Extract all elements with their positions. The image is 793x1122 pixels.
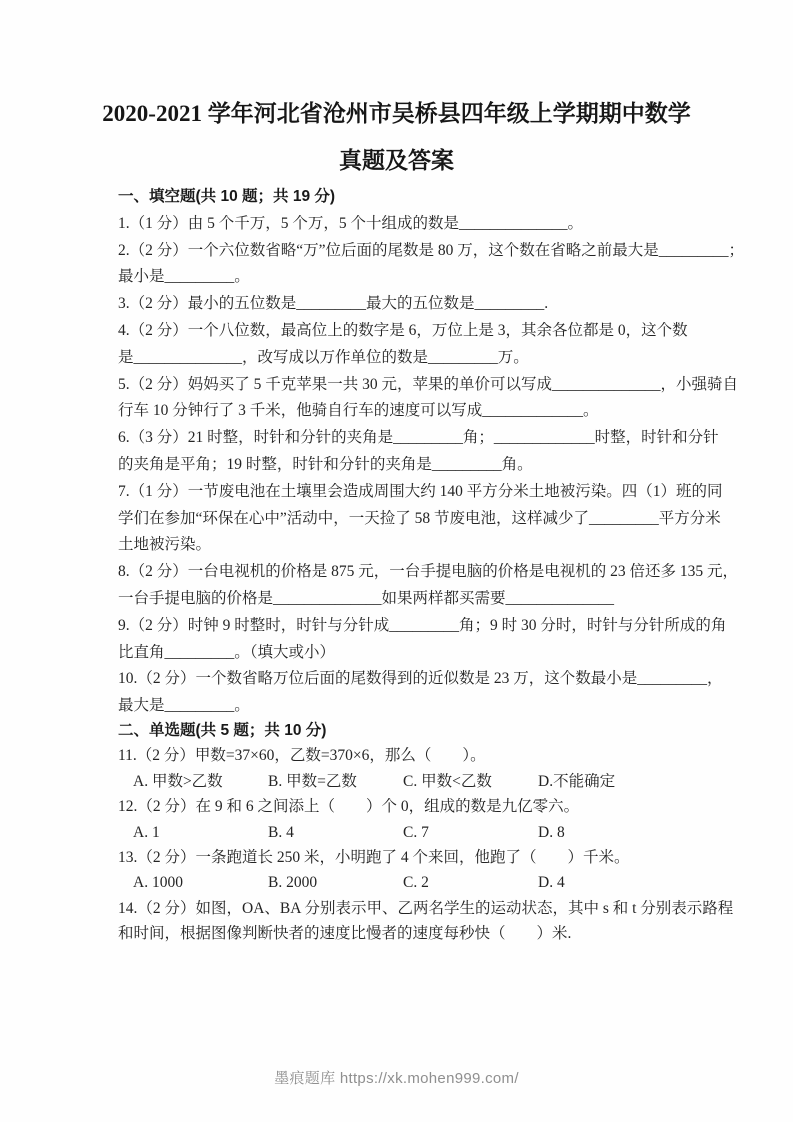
question-4 <box>118 318 688 372</box>
option-b: B. 甲数=乙数 <box>268 772 357 790</box>
question-line: 最大是_________。 <box>118 697 250 715</box>
section-2-heading: 二、单选题(共 5 题；共 10 分) <box>118 722 327 739</box>
option-d: D. 8 <box>538 823 565 841</box>
document-title <box>0 90 793 184</box>
question-6 <box>118 425 719 479</box>
option-c: C. 2 <box>403 874 429 892</box>
question-line: 的夹角是平角；19 时整，时针和分针的夹角是_________角。 <box>118 455 533 473</box>
options-row <box>118 870 680 895</box>
question-line: 13.（2 分）一条跑道长 250 米，小明跑了 4 个来回，他跑了（ ）千米。 <box>118 848 630 866</box>
question-line: 比直角_________。（填大或小） <box>118 643 336 661</box>
section-multiple-choice <box>118 718 734 947</box>
question-line: 3.（2 分）最小的五位数是_________最大的五位数是_________. <box>118 295 549 313</box>
option-a: A. 1 <box>133 823 160 841</box>
option-a: A. 甲数>乙数 <box>133 772 223 790</box>
question-9 <box>118 613 727 667</box>
question-line: 9.（2 分）时钟 9 时整时，时针与分针成_________角；9 时 30 分时，时针与分针所成的角 <box>118 616 727 634</box>
question-line: 8.（2 分）一台电视机的价格是 875 元，一台手提电脑的价格是电视机的 23 倍还多 135 元， <box>118 563 739 581</box>
question-line: 2.（2 分）一个六位数省略“万”位后面的尾数是 80 万，这个数在省略之前最大是_________； <box>118 241 745 259</box>
question-line: 5.（2 分）妈妈买了 5 千克苹果一共 30 元，苹果的单价可以写成______________，小强骑自 <box>118 375 739 393</box>
option-c: C. 7 <box>403 823 429 841</box>
footer-watermark: 墨痕题库 https://xk.mohen999.com/ <box>274 1070 519 1087</box>
options-row <box>118 769 680 794</box>
question-line: 14.（2 分）如图，OA、BA 分别表示甲、乙两名学生的运动状态，其中 s 和 t 分别表示路程 <box>118 899 734 917</box>
document-title-line-2: 真题及答案 <box>339 148 454 173</box>
question-7 <box>118 479 723 559</box>
question-line: 行车 10 分钟行了 3 千米，他骑自行车的速度可以写成_____________。 <box>118 402 599 420</box>
section-fill-in-blank <box>118 184 745 720</box>
option-b: B. 4 <box>268 823 294 841</box>
question-line: 最小是_________。 <box>118 268 250 286</box>
question-line: 4.（2 分）一个八位数，最高位上的数字是 6，万位上是 3，其余各位都是 0，这个数 <box>118 321 688 339</box>
question-line: 学们在参加“环保在心中”活动中，一天捡了 58 节废电池，这样减少了_________平方分米 <box>118 509 721 527</box>
question-10 <box>118 666 723 720</box>
question-line: 6.（3 分）21 时整，时针和分针的夹角是_________角；_____________时整，时针和分针 <box>118 429 719 447</box>
question-3 <box>118 291 680 318</box>
question-line: 7.（1 分）一节废电池在土壤里会造成周围大约 140 平方分米土地被污染。四（1）班的同 <box>118 482 723 500</box>
question-1 <box>118 211 680 238</box>
option-d: D.不能确定 <box>538 772 616 790</box>
question-line: 10.（2 分）一个数省略万位后面的尾数得到的近似数是 23 万，这个数最小是_________， <box>118 670 723 688</box>
question-14 <box>118 896 734 947</box>
question-line: 和时间，根据图像判断快者的速度比慢者的速度每秒快（ ）米. <box>118 925 572 943</box>
question-line: 是______________，改写成以万作单位的数是_________万。 <box>118 348 529 366</box>
question-2 <box>118 238 745 292</box>
question-line: 1.（1 分）由 5 个千万，5 个万，5 个十组成的数是______________。 <box>118 214 584 232</box>
question-line: 一台手提电脑的价格是______________如果两样都买需要______________ <box>118 589 615 607</box>
question-line: 土地被污染。 <box>118 536 212 554</box>
options-row <box>118 820 680 845</box>
question-5 <box>118 372 739 426</box>
option-a: A. 1000 <box>133 874 183 892</box>
question-11 <box>118 743 680 794</box>
question-8 <box>118 559 739 613</box>
document-title-line-1: 2020-2021 学年河北省沧州市吴桥县四年级上学期期中数学 <box>102 101 691 126</box>
question-12 <box>118 794 680 845</box>
question-13 <box>118 845 680 896</box>
option-c: C. 甲数<乙数 <box>403 772 492 790</box>
section-1-heading: 一、填空题(共 10 题；共 19 分) <box>118 188 336 205</box>
option-d: D. 4 <box>538 874 565 892</box>
question-line: 12.（2 分）在 9 和 6 之间添上（ ）个 0，组成的数是九亿零六。 <box>118 798 580 816</box>
question-line: 11.（2 分）甲数=37×60，乙数=370×6，那么（ ）。 <box>118 747 486 765</box>
option-b: B. 2000 <box>268 874 318 892</box>
